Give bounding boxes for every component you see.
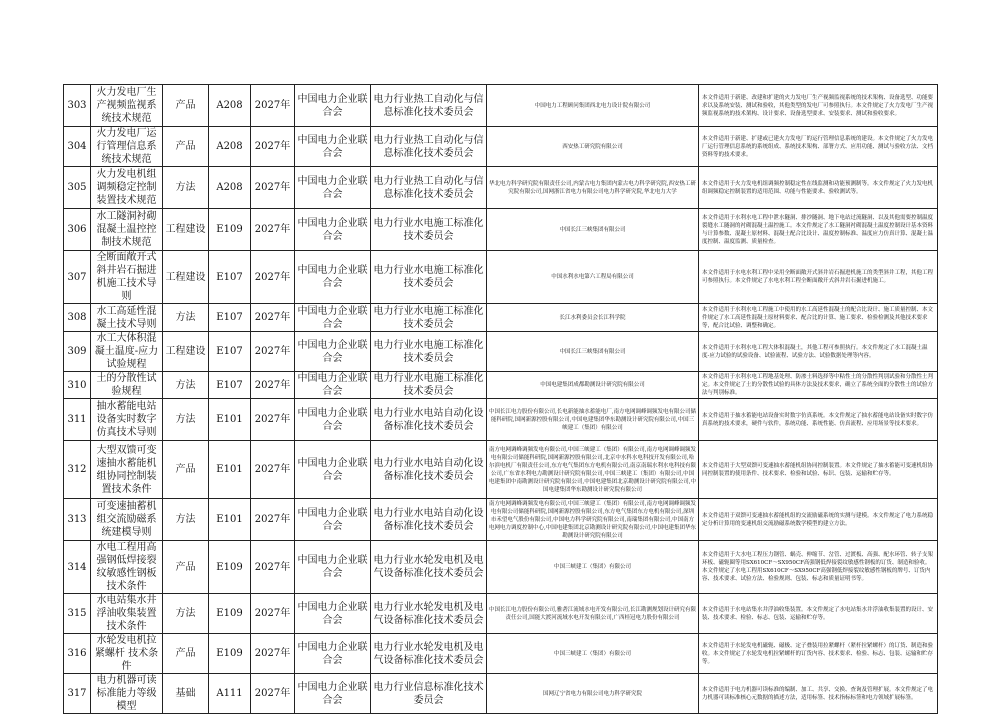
cell-responsible-org: 中国电力企业联合会 — [295, 594, 371, 634]
cell-drafting-units: 中国长江三峡集团有限公司 — [487, 332, 699, 372]
cell-category-code: E107 — [209, 332, 251, 372]
cell-standard-type: 方法 — [163, 304, 209, 332]
cell-number: 312 — [64, 441, 91, 499]
cell-number: 317 — [64, 674, 91, 714]
cell-technical-committee: 电力行业水电施工标准化技术委员会 — [371, 304, 487, 332]
table-row — [64, 634, 938, 674]
cell-completion-year: 2027年 — [251, 399, 295, 441]
cell-standard-title: 水工高延性混凝土技术导则 — [91, 304, 163, 332]
cell-category-code: E101 — [209, 499, 251, 541]
cell-scope: 本文件适用于新建、扩建或已建火力发电厂的运行管理信息系统的建设。本文件规定了火力发电厂运行管理信息系统的系统组成、系统技术架构、部署方式、应用功能、测试与验收方法、文档资料等的技术要求。 — [699, 127, 938, 167]
table-row — [64, 594, 938, 634]
cell-number: 308 — [64, 304, 91, 332]
cell-standard-type: 产品 — [163, 541, 209, 594]
cell-completion-year: 2027年 — [251, 594, 295, 634]
cell-scope: 本文件适用于大型双馈可变速抽水蓄能机组协同控制装置。本文件规定了抽水蓄能可变速机组协同控制装置的使用条件、技术要求、检验和试验、标识、包装、运输和贮存等。 — [699, 441, 938, 499]
cell-standard-type: 工程建设 — [163, 332, 209, 372]
table-row — [64, 167, 938, 209]
cell-standard-type: 产品 — [163, 85, 209, 127]
cell-number: 311 — [64, 399, 91, 441]
cell-completion-year: 2027年 — [251, 332, 295, 372]
cell-completion-year: 2027年 — [251, 674, 295, 714]
cell-technical-committee: 电力行业水轮发电机及电气设备标准化技术委员会 — [371, 594, 487, 634]
cell-scope: 本文件适用于双馈可变速抽水蓄能机组的交流励磁系统的实测与建模。本文件规定了电力系统稳定分析计算用的变速机组交流励磁系统数学模型的建立方法。 — [699, 499, 938, 541]
cell-number: 307 — [64, 251, 91, 304]
cell-completion-year: 2027年 — [251, 85, 295, 127]
cell-drafting-units: 中国电建集团成都勘测设计研究院有限公司 — [487, 372, 699, 399]
cell-category-code: A111 — [209, 674, 251, 714]
cell-responsible-org: 中国电力企业联合会 — [295, 332, 371, 372]
cell-responsible-org: 中国电力企业联合会 — [295, 674, 371, 714]
cell-drafting-units: 中国三峡建工（集团）有限公司 — [487, 634, 699, 674]
cell-category-code: E109 — [209, 634, 251, 674]
cell-technical-committee: 电力行业信息标准化技术委员会 — [371, 674, 487, 714]
cell-standard-type: 方法 — [163, 167, 209, 209]
cell-standard-type: 工程建设 — [163, 251, 209, 304]
cell-number: 304 — [64, 127, 91, 167]
cell-technical-committee: 电力行业水电施工标准化技术委员会 — [371, 332, 487, 372]
cell-number: 305 — [64, 167, 91, 209]
cell-standard-type: 产品 — [163, 441, 209, 499]
cell-drafting-units: 长江水利委员会长江科学院 — [487, 304, 699, 332]
cell-standard-title: 抽水蓄能电站设备实时数字仿真技术导则 — [91, 399, 163, 441]
cell-technical-committee: 电力行业水电站自动化设备标准化技术委员会 — [371, 441, 487, 499]
cell-standard-title: 火力发电厂生产视频监视系统技术规范 — [91, 85, 163, 127]
cell-completion-year: 2027年 — [251, 167, 295, 209]
cell-scope: 本文件适用于水电水利工程中采用全断面敞开式斜井岩石掘进机施工的类型斜井工程，其他工程可参照执行。本文件规定了水电水利工程全断面敞开式斜井岩石掘进机施工。 — [699, 251, 938, 304]
cell-responsible-org: 中国电力企业联合会 — [295, 167, 371, 209]
cell-standard-title: 水工隧洞衬砌混凝土温控控制技术规范 — [91, 209, 163, 251]
cell-technical-committee: 电力行业水轮发电机及电气设备标准化技术委员会 — [371, 634, 487, 674]
cell-technical-committee: 电力行业热工自动化与信息标准化技术委员会 — [371, 127, 487, 167]
cell-standard-type: 方法 — [163, 594, 209, 634]
table-row — [64, 499, 938, 541]
cell-standard-title: 电力机器可读标准能力等级模型 — [91, 674, 163, 714]
cell-category-code: E107 — [209, 304, 251, 332]
cell-completion-year: 2027年 — [251, 251, 295, 304]
cell-standard-type: 产品 — [163, 634, 209, 674]
cell-completion-year: 2027年 — [251, 209, 295, 251]
cell-scope: 本文件适用于火力发电机组调频控制稳定性在线监测和功能预测制等。本文件规定了火力发电机组调频稳定控制装置的适用范围、功能与性能要求、验收测试等。 — [699, 167, 938, 209]
cell-number: 309 — [64, 332, 91, 372]
cell-standard-type: 基础 — [163, 674, 209, 714]
cell-completion-year: 2027年 — [251, 499, 295, 541]
cell-responsible-org: 中国电力企业联合会 — [295, 634, 371, 674]
table-row — [64, 127, 938, 167]
table-row — [64, 251, 938, 304]
cell-scope: 本文件适用于水电站集水井浮油收集装置。本文件规定了水电站集水井浮油收集装置的设计、安装、技术要求、检验、标志、包装、运输和贮存等。 — [699, 594, 938, 634]
cell-standard-title: 全断面敞开式斜井岩石掘进机施工技术导则 — [91, 251, 163, 304]
cell-scope: 本文件适用于水利水电工程中泄水隧洞、排沙隧洞、地下电站过流隧洞、以及其他需要控制温度裂缝水工隧洞的衬砌混凝土温控施工。本文件规定了水工隧洞衬砌混凝土温度控制设计基本资料与计算参数、混凝土原材料、混凝土配合比设计、温度控制标准、温度应力仿真计算、混凝土温度控制、温度监测、质量检查。 — [699, 209, 938, 251]
cell-responsible-org: 中国电力企业联合会 — [295, 251, 371, 304]
cell-completion-year: 2027年 — [251, 127, 295, 167]
cell-completion-year: 2027年 — [251, 372, 295, 399]
cell-number: 306 — [64, 209, 91, 251]
cell-drafting-units: 西安热工研究院有限公司 — [487, 127, 699, 167]
cell-technical-committee: 电力行业水电站自动化设备标准化技术委员会 — [371, 499, 487, 541]
cell-drafting-units: 中国长江三峡集团有限公司 — [487, 209, 699, 251]
cell-number: 303 — [64, 85, 91, 127]
cell-drafting-units: 中国三峡建工（集团）有限公司 — [487, 541, 699, 594]
cell-standard-title: 水电工程用高强钢低焊接裂纹敏感性钢板技术条件 — [91, 541, 163, 594]
cell-scope: 本文件适用于水利水电工程地基处理、防渗土料选择等中粘性土的分散性判别试验和分散性土判定。本文件规定了土的分散性试验的具体方法及技术要求，确立了系统全面的分散性土的试验方法与判别标准。 — [699, 372, 938, 399]
cell-drafting-units: 南方电网调峰调频发电有限公司,中国三峡建工（集团）有限公司,南方电网调峰调频发电有限公司储能科研院,国网新源控股有限公司,北京中水科水电科技开发有限公司,哈尔滨电机厂有限责任公司,东方电气集团东方电机有限公司,南京南瑞水利水电科技有限公司,广东省水利电力勘测设计研究院有限公司,中国三峡建工（集团）有限公司,中国电建集团中南勘测设计研究院有限公司,中国电建集团北京勘测设计研究院有限公司,中国电建集团华东勘测设计研究院有限公司 — [487, 441, 699, 499]
table-row — [64, 399, 938, 441]
table-row — [64, 85, 938, 127]
table-row — [64, 209, 938, 251]
cell-category-code: E101 — [209, 441, 251, 499]
cell-standard-title: 火力发电厂运行管理信息系统技术规范 — [91, 127, 163, 167]
cell-completion-year: 2027年 — [251, 441, 295, 499]
cell-category-code: A208 — [209, 85, 251, 127]
cell-responsible-org: 中国电力企业联合会 — [295, 209, 371, 251]
cell-number: 313 — [64, 499, 91, 541]
cell-drafting-units: 中国电力工程顾问集团西北电力设计院有限公司 — [487, 85, 699, 127]
cell-standard-title: 可变速抽蓄机组交流励磁系统建模导则 — [91, 499, 163, 541]
cell-scope: 本文件适用于水轮发电机磁轭、磁极、定子叠装用拉紧螺杆（紧杆拉紧螺杆）的订货、制造和验收。本文件规定了水轮发电机拉紧螺杆的订货内容、技术要求、检验、标志、包装、运输和贮存等。 — [699, 634, 938, 674]
cell-responsible-org: 中国电力企业联合会 — [295, 372, 371, 399]
cell-scope: 本文件适用于新建、改建和扩建的火力发电厂生产视频监视系统的技术架构、设备选型、功能要求以及系统安装、测试和验收，其他类型的发电厂可参照执行。本文件规定了火力发电厂生产视频监视系统的技术架构、设计要求、设备选型要求、安装要求、测试和验收要求。 — [699, 85, 938, 127]
cell-drafting-units: 中国水利水电第六工程局有限公司 — [487, 251, 699, 304]
cell-responsible-org: 中国电力企业联合会 — [295, 541, 371, 594]
table-row — [64, 441, 938, 499]
cell-responsible-org: 中国电力企业联合会 — [295, 399, 371, 441]
cell-technical-committee: 电力行业热工自动化与信息标准化技术委员会 — [371, 167, 487, 209]
cell-standard-type: 工程建设 — [163, 209, 209, 251]
cell-drafting-units: 中国长江电力股份有限公司,长电新能抽水蓄能电厂,南方电网调峰调频发电有限公司储能科研院,国网新源控股有限公司,中国电建集团华东勘测设计研究院有限公司,中国三峡建工（集团）有限公司 — [487, 399, 699, 441]
cell-responsible-org: 中国电力企业联合会 — [295, 499, 371, 541]
table-row — [64, 372, 938, 399]
cell-standard-title: 水轮发电机拉紧螺杆 技术条件 — [91, 634, 163, 674]
standards-table — [63, 84, 938, 714]
cell-standard-title: 土的分散性试验规程 — [91, 372, 163, 399]
cell-drafting-units: 中国长江电力股份有限公司,雅砻江流域水电开发有限公司,长江勘测规划设计研究有限责任公司,国能大渡河流域水电开发有限公司,广西桂冠电力股份有限公司 — [487, 594, 699, 634]
cell-scope: 本文件适用于抽水蓄能电站设备实时数字仿真系统。本文件规定了抽水蓄能电站设备实时数字仿真系统的技术要求，硬件与软件，系统功能、系统性能、仿真流程、应用场景等技术要求。 — [699, 399, 938, 441]
cell-scope: 本文件适用于水利水电工程施工中使用的水工高延性混凝土的配合比设计、施工质量控制、本文件规定了水工高延性混凝土原材料要求、配合比的计算、施工要求、检验检测及其他技术要求等，配合比试验、调整和确定。 — [699, 304, 938, 332]
cell-category-code: E109 — [209, 541, 251, 594]
cell-standard-type: 方法 — [163, 399, 209, 441]
cell-category-code: A208 — [209, 127, 251, 167]
cell-number: 315 — [64, 594, 91, 634]
cell-standard-type: 方法 — [163, 499, 209, 541]
cell-technical-committee: 电力行业热工自动化与信息标准化技术委员会 — [371, 85, 487, 127]
table-row — [64, 332, 938, 372]
cell-completion-year: 2027年 — [251, 304, 295, 332]
cell-standard-title: 水电站集水井浮油收集装置技术条件 — [91, 594, 163, 634]
cell-technical-committee: 电力行业水电站自动化设备标准化技术委员会 — [371, 399, 487, 441]
cell-standard-title: 火力发电机组调频稳定控制装置技术规范 — [91, 167, 163, 209]
cell-technical-committee: 电力行业水电施工标准化技术委员会 — [371, 209, 487, 251]
cell-number: 316 — [64, 634, 91, 674]
cell-scope: 本文件适用于电力机器可读标准的编制、加工、共享、交换、查询及管理扩展。本文件规定了电力机器可读标准核心元数据的描述方法，适用标签、技术指标标签和电力领域扩展标签。 — [699, 674, 938, 714]
cell-technical-committee: 电力行业水电施工标准化技术委员会 — [371, 372, 487, 399]
cell-responsible-org: 中国电力企业联合会 — [295, 441, 371, 499]
cell-category-code: E109 — [209, 209, 251, 251]
cell-number: 310 — [64, 372, 91, 399]
cell-number: 314 — [64, 541, 91, 594]
table-row — [64, 674, 938, 714]
cell-drafting-units: 华北电力科学研究院有限责任公司,内蒙古电力集团内蒙古电力科学研究院,西安热工研究院有限公司,国网浙江省电力有限公司电力科学研究院,华北电力大学 — [487, 167, 699, 209]
cell-drafting-units: 南方电网调峰调频发电有限公司,中国三峡建工（集团）有限公司,南方电网调峰调频发电有限公司储能科研院,国网新源控股有限公司,东方电气集团东方电机有限公司,深圳市禾望电气股份有限公司,中国电力科学研究院有限公司,南瑞集团有限公司,中国南方电网电力调度控制中心,中国电建集团北京勘测设计研究院有限公司,中国电建集团华东勘测设计研究院有限公司 — [487, 499, 699, 541]
cell-responsible-org: 中国电力企业联合会 — [295, 127, 371, 167]
cell-technical-committee: 电力行业水轮发电机及电气设备标准化技术委员会 — [371, 541, 487, 594]
cell-category-code: A208 — [209, 167, 251, 209]
cell-completion-year: 2027年 — [251, 541, 295, 594]
cell-drafting-units: 国网辽宁省电力有限公司电力科学研究院 — [487, 674, 699, 714]
cell-category-code: E109 — [209, 594, 251, 634]
cell-responsible-org: 中国电力企业联合会 — [295, 85, 371, 127]
cell-standard-title: 水工大体积混凝土温度-应力试验规程 — [91, 332, 163, 372]
cell-standard-type: 产品 — [163, 127, 209, 167]
cell-category-code: E101 — [209, 399, 251, 441]
cell-completion-year: 2027年 — [251, 634, 295, 674]
table-row — [64, 304, 938, 332]
cell-category-code: E107 — [209, 372, 251, 399]
cell-technical-committee: 电力行业水电施工标准化技术委员会 — [371, 251, 487, 304]
cell-standard-title: 大型双馈可变速抽水蓄能机组协同控制装置技术条件 — [91, 441, 163, 499]
table-row — [64, 541, 938, 594]
cell-responsible-org: 中国电力企业联合会 — [295, 304, 371, 332]
cell-scope: 本文件适用于水利水电工程大体积混凝土，其他工程可参照执行。本文件规定了水工混凝土温度-应力试验的试验设备、试验流程、试验方法、试验数据处理等内容。 — [699, 332, 938, 372]
cell-scope: 本文件适用于大水电工程压力钢管、蜗壳、伸缩节、岔管、过渡板、高强、配水环管、转子支架环板、磁轭圈等用SX610CF～SX950CF高强钢低焊接裂纹敏感性钢板的订货、制造和验收。本文件规定了水电工程用SX610CF～SX950CF高强钢低焊接裂纹敏感性钢板的牌号、订货内容、技术要求、试验方法、检验规则、包装、标志和质量证明书等。 — [699, 541, 938, 594]
cell-category-code: E107 — [209, 251, 251, 304]
cell-standard-type: 方法 — [163, 372, 209, 399]
